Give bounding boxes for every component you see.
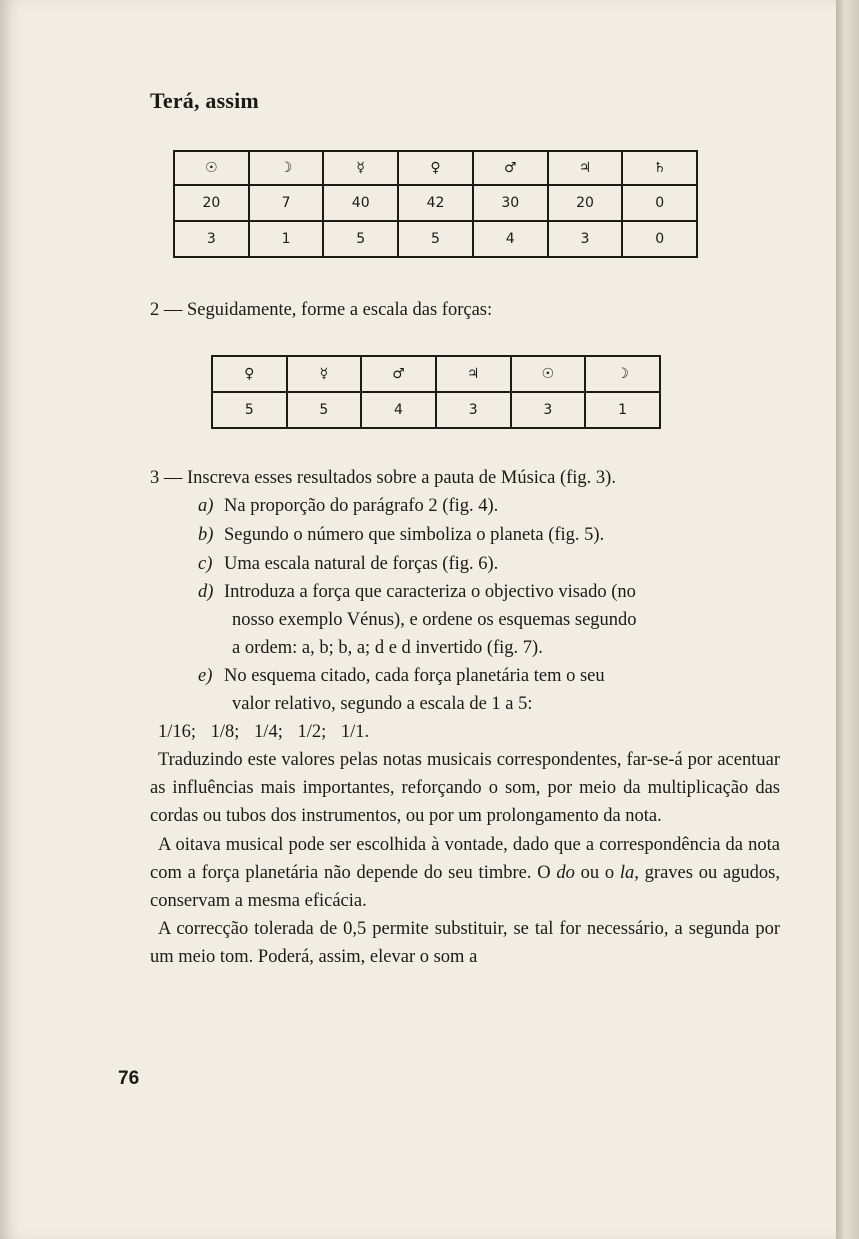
paragraph [150, 831, 780, 916]
list-item [198, 662, 605, 690]
table-row [174, 185, 697, 221]
item-letter: a) [198, 496, 214, 516]
table-cell: 5 [398, 221, 473, 257]
paragraph: Traduzindo este valores pelas notas musicais correspondentes, far-se-á por acentuar as influências mais importantes, reforçando o som, por meio da multiplicação das cordas ou tubos dos instrumentos, ou por um prolongamento da nota. [150, 750, 780, 827]
table-cell: 0 [622, 221, 697, 257]
saturn-symbol-icon: ♄ [622, 151, 697, 185]
table-cell: 4 [361, 392, 436, 428]
table-cell: 40 [323, 185, 398, 221]
jupiter-symbol-icon: ♃ [548, 151, 623, 185]
table-cell: 7 [249, 185, 324, 221]
paragraph-text: ou o [574, 862, 620, 883]
force-scale-table [211, 355, 661, 429]
table-cell: 4 [473, 221, 548, 257]
table-cell: 3 [548, 221, 623, 257]
item-text: Introduza a força que caracteriza o objectivo visado (no [224, 582, 636, 602]
item-letter: c) [198, 554, 213, 574]
item-letter: e) [198, 666, 213, 686]
list-item [198, 550, 498, 578]
page-heading: Terá, assim [150, 88, 259, 113]
table-cell: 3 [511, 392, 586, 428]
list-item [198, 521, 604, 549]
table-cell: 1 [585, 392, 660, 428]
table-row [174, 151, 697, 185]
table-cell: 5 [323, 221, 398, 257]
item-letter: d) [198, 582, 214, 602]
planet-values-table [173, 150, 698, 258]
list-item [198, 492, 498, 520]
item-text: Uma escala natural de forças (fig. 6). [224, 554, 499, 574]
item-text: valor relativo, segundo a escala de 1 a 5: [232, 694, 533, 714]
table-cell: 3 [174, 221, 249, 257]
table-cell: 5 [212, 392, 287, 428]
step-2-text: 2 — Seguidamente, forme a escala das forças: [150, 300, 493, 320]
sun-symbol-icon: ☉ [511, 356, 586, 392]
table-cell: 30 [473, 185, 548, 221]
item-text: No esquema citado, cada força planetária tem o seu [224, 666, 605, 686]
mercury-symbol-icon: ☿ [287, 356, 362, 392]
moon-symbol-icon: ☽ [585, 356, 660, 392]
note-la: la, [619, 862, 639, 883]
page-edge [836, 0, 859, 1239]
item-text: a ordem: a, b; b, a; d e d invertido (fig. 7). [232, 638, 543, 658]
venus-symbol-icon: ♀ [398, 151, 473, 185]
mercury-symbol-icon: ☿ [323, 151, 398, 185]
moon-symbol-icon: ☽ [249, 151, 324, 185]
step-3-text: 3 — Inscreva esses resultados sobre a pauta de Música (fig. 3). [150, 468, 616, 488]
table-cell: 20 [548, 185, 623, 221]
item-text: Na proporção do parágrafo 2 (fig. 4). [224, 496, 499, 516]
table-cell: 42 [398, 185, 473, 221]
item-letter: b) [198, 525, 214, 545]
paragraph-text: graves ou agudos, conservam a mesma eficácia. [150, 862, 781, 912]
paragraph-text: A oitava musical pode ser escolhida à vontade, dado que a correspondência da nota com a força planetária não depende do seu timbre. O [150, 834, 780, 883]
item-text: nosso exemplo Vénus), e ordene os esquemas segundo [232, 610, 637, 630]
paragraph: A correcção tolerada de 0,5 permite substituir, se tal for necessário, a segunda por um meio tom. Poderá, assim, elevar o som a [150, 919, 780, 968]
item-text: Segundo o número que simboliza o planeta (fig. 5). [224, 525, 605, 545]
table-cell: 3 [436, 392, 511, 428]
body-text [150, 746, 780, 972]
table-row [174, 221, 697, 257]
table-row [212, 356, 660, 392]
jupiter-symbol-icon: ♃ [436, 356, 511, 392]
mars-symbol-icon: ♂ [473, 151, 548, 185]
mars-symbol-icon: ♂ [361, 356, 436, 392]
note-do: do [556, 862, 575, 883]
table-cell: 20 [174, 185, 249, 221]
table-cell: 5 [287, 392, 362, 428]
venus-symbol-icon: ♀ [212, 356, 287, 392]
sun-symbol-icon: ☉ [174, 151, 249, 185]
table-cell: 1 [249, 221, 324, 257]
page-number: 76 [118, 1068, 140, 1089]
fraction-scale: 1/16; 1/8; 1/4; 1/2; 1/1. [158, 722, 370, 742]
table-cell: 0 [622, 185, 697, 221]
table-row [212, 392, 660, 428]
list-item [198, 578, 636, 606]
